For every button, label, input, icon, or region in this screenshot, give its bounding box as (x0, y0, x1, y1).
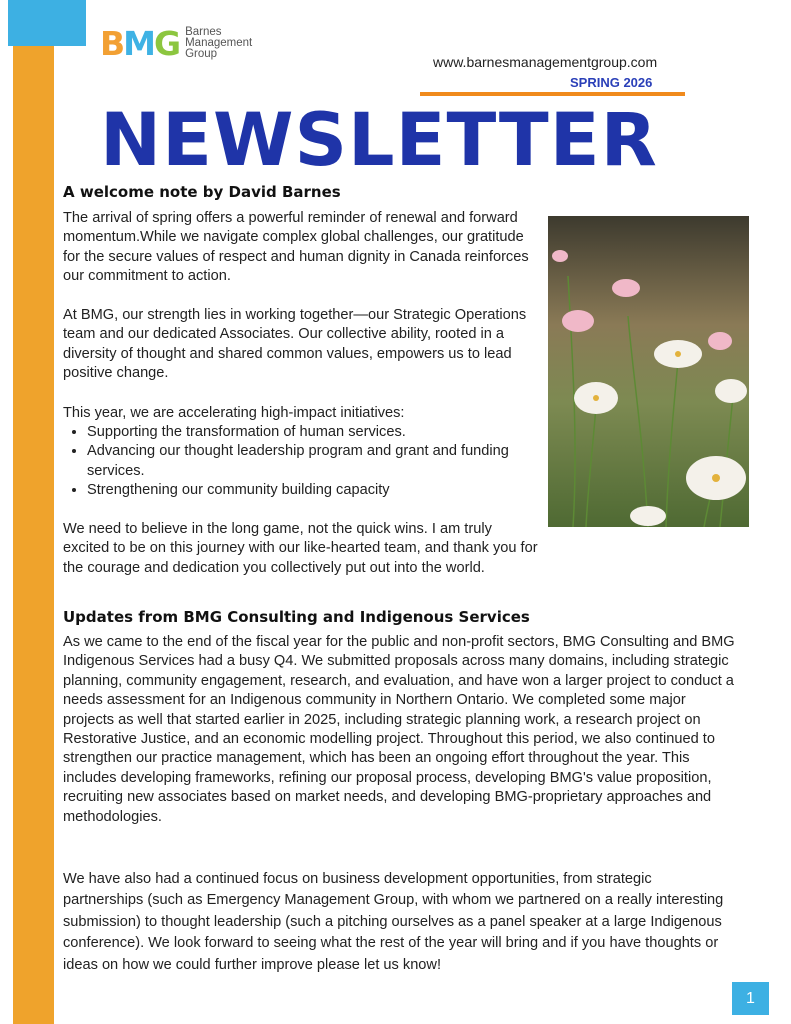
initiatives-list (63, 423, 557, 501)
logo-text (185, 27, 252, 60)
welcome-heading: A welcome note by David Barnes (63, 183, 341, 201)
logo-mark (100, 24, 180, 63)
logo-letter-m: M (123, 24, 154, 63)
updates-heading: Updates from BMG Consulting and Indigenous Services (63, 608, 530, 626)
list-item: • Strengthening our community building capacity (87, 481, 557, 500)
page-number: 1 (732, 982, 769, 1015)
logo-text-line: Barnes (185, 26, 222, 38)
header-divider (420, 92, 685, 96)
corner-accent-block (8, 0, 86, 46)
issue-label: SPRING 2026 (570, 75, 653, 90)
updates-paragraph-1: As we came to the end of the fiscal year for the public and non-profit sectors, BMG Consulting and BMG Indigenous Services had a busy Q4. We submitted proposals across many domains, including strategic planning, community engagement, research, and evaluation, and have won a larger project to conduct a needs assessment for an Indigenous community in Northern Ontario. We completed some major projects as well that started earlier in 2025, including strategic planning work, a research project on Restorative Justice, and an economic modelling project. Throughout this period, we also continued to strengthen our practice management, which has been an ongoing effort throughout the year. This includes developing frameworks, refining our proposal process, developing BMG's value proposition, recruiting new associates based on market needs, and developing BMG-proprietary approaches and methodologies. (63, 634, 735, 825)
bmg-logo (100, 24, 253, 63)
website-url[interactable]: www.barnesmanagementgroup.com (433, 54, 658, 70)
logo-text-line: Management (185, 37, 253, 49)
logo-letter-g: G (154, 24, 180, 63)
welcome-paragraph-3: This year, we are accelerating high-impact initiatives: (63, 405, 405, 421)
welcome-paragraph-4: We need to believe in the long game, not the quick wins. I am truly excited to be on this journey with our like-hearted team, and thank you for the courage and dedication you collectively put out into the world. (63, 521, 538, 576)
spring-flowers-photo (548, 216, 749, 527)
list-item: • Supporting the transformation of human services. (87, 423, 557, 442)
newsletter-title: NEWSLETTER (100, 98, 658, 183)
welcome-paragraph-2: At BMG, our strength lies in working together—our Strategic Operations team and our dedicated Associates. Our collective ability, rooted in a diversity of thought and shared common values, empowers us to lead positive change. (63, 307, 527, 382)
logo-letter-b: B (100, 24, 124, 63)
welcome-paragraph-1: The arrival of spring offers a powerful reminder of renewal and forward momentum.While we navigate complex global challenges, our gratitude for the secure values of respect and human dignity in Canada reinforces our commitment to action. (63, 210, 529, 285)
list-item: • Advancing our thought leadership program and grant and funding services. (87, 442, 557, 481)
logo-text-line: Group (185, 48, 218, 60)
left-accent-bar (13, 0, 54, 1024)
updates-paragraph-2: We have also had a continued focus on business development opportunities, from strategic partnerships (such as Emergency Management Group, with whom we partnered on a really interesting submission) to thought leadership (such a pitching ourselves as a panel speaker at a large Indigenous conference). We look forward to seeing what the rest of the year will bring and if you have thoughts or ideas on how we could further improve please let us know! (63, 871, 724, 973)
